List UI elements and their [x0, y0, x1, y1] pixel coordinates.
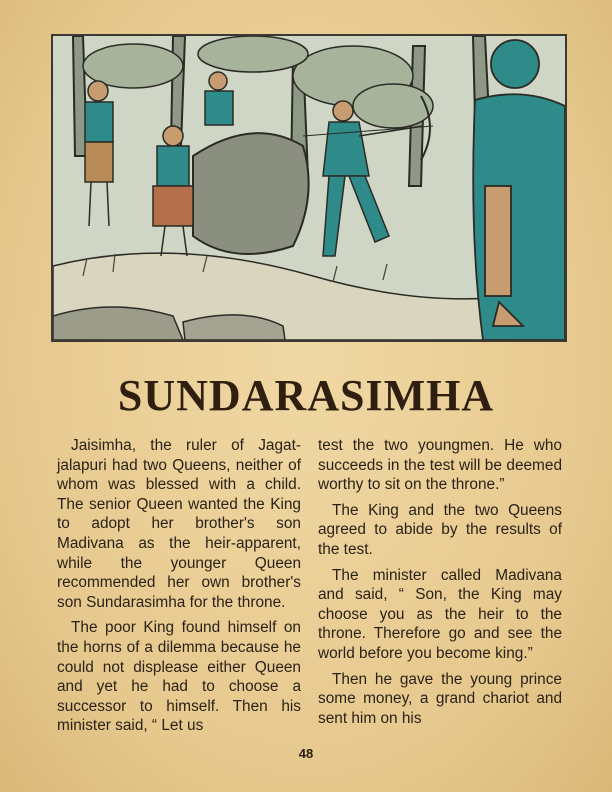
- page-number: 48: [298, 746, 314, 761]
- story-title: SUNDARASIMHA: [117, 371, 495, 420]
- paragraph: The minister called Madivana and said, “ Son, the King may choose you as the heir to the throne. Therefore go and see the world before you become king.”: [318, 566, 562, 662]
- paragraph: The King and the two Queens agreed to abide by the results of the test.: [318, 501, 562, 558]
- paragraph: The poor King found himself on the horns of a dilemma because he could not displease either Queen and yet he had to choose a successor to himself. Then his minister said, “ Let us: [57, 619, 301, 735]
- text-column-right: [318, 436, 562, 734]
- paragraph: Then he gave the young prince some money, a grand chariot and sent him on his: [318, 670, 562, 727]
- paragraph: Jaisimha, the ruler of Jagat-jalapuri had two Queens, neither of whom was blessed with a child. The senior Queen wanted the King to adopt her brother's son Madivana as the heir-apparent, while the younger Queen recommended her own brother's son Sundarasimha for the throne.: [57, 437, 301, 611]
- paragraph: test the two youngmen. He who succeeds in the test will be deemed worthy to sit on the throne.”: [318, 437, 562, 494]
- text-column-left: [57, 436, 301, 742]
- archer-forest-illustration-icon: [53, 36, 565, 340]
- story-illustration: [51, 34, 567, 342]
